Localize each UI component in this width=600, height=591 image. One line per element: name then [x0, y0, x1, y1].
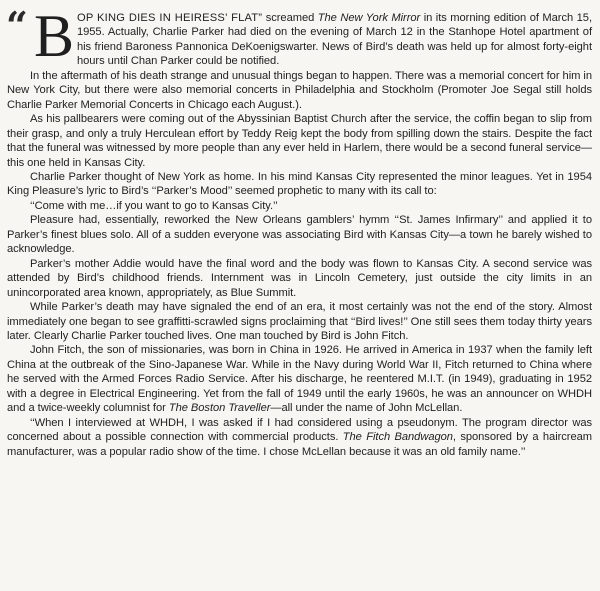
paragraph-7: Parker’s mother Addie would have the final word and the body was flown to Kansas City. A second service was attended by Bird’s childhood friends. Internment was in Lincoln Cemetery, just outside the city limits in an unincorporated area known, appropriately, as Blue Summit. — [7, 257, 592, 299]
paragraph-10-text-cont: , sponsored by a haircream manufacturer, was a popular radio show of the time. I chose McLellan because it was an old family name.’’ — [7, 431, 592, 458]
opening-quote-mark: “ — [6, 3, 26, 48]
paragraph-9-text-cont: —all under the name of John McLellan. — [270, 402, 463, 415]
newspaper-title: The New York Mirror — [317, 12, 421, 24]
radio-show-title: The Fitch Bandwagon — [342, 431, 453, 444]
paragraph-8: While Parker’s death may have signaled the end of an era, it most certainly was not the end of the story. Almost immediately one began to see graffitti-scrawled signs proclaiming that ‘‘Bird lives!’’ One still sees them today thirty years later. Clearly Charlie Parker touched lives. One man touched by Bird is John Fitch. — [7, 301, 592, 342]
newspaper-title-traveller: The Boston Traveller — [168, 402, 271, 415]
opening-paragraph-block — [6, 3, 592, 69]
paragraph-6: Pleasure had, essentially, reworked the New Orleans gamblers’ hymm ‘‘St. James Infirmary’’ and applied it to Parker’s finest blues solo. All of a sudden everyone was associating Bird with Kansas City—a town he barely wished to acknowledge. — [7, 214, 592, 256]
paragraph-3: As his pallbearers were coming out of the Abyssinian Baptist Church after the service, the coffin began to slip from their grasp, and only a truly Herculean effort by Teddy Reig kept the body from spilling down the stairs. Despite the fact that the funeral was witnessed by more people than any ever held in Harlem, there would be a second funeral service—this one held in Kansas City. — [7, 113, 592, 169]
paragraph-10 — [7, 416, 592, 459]
paragraph-1-text: screamed — [262, 12, 318, 24]
paragraph-2: In the aftermath of his death strange and unusual things began to happen. There was a memorial concert for him in New York City, but there were also memorial concerts in Philadelphia and Stockholm (Promoter Joe Segal still holds Charlie Parker Memorial Concerts in Chicago each August.). — [7, 69, 592, 111]
paragraph-1 — [7, 3, 592, 69]
lyric-quote: ‘‘Come with me…if you want to go to Kansas City.’’ — [30, 199, 278, 212]
paragraph-1-text-cont: in its morning edition of March 15, 1955. Actually, Charlie Parker had died on the evening of March 12 in the Stanhope Hotel apartment of his friend Baroness Pannonica DeKoenigswarter. News of Bird’s death was held up for almost forty-eight hours until Chan Parker could be notified. — [76, 12, 592, 68]
paragraph-4: Charlie Parker thought of New York as home. In his mind Kansas City represented the minor leagues. Yet in 1954 King Pleasure’s lyric to Bird’s ‘‘Parker’s Mood’’ seemed prophetic to many with its call to: — [7, 170, 592, 198]
paragraph-9-text: John Fitch, the son of missionaries, was born in China in 1926. He arrived in America in 1937 when the family left China at the outbreak of the Sino-Japanese War. While in the Navy during World War II, Fitch returned to China where he served with the Armed Forces Radio Service. After his discharge, he reentered M.I.T. (in 1949), graduating in 1952 with a degree in Electrical Engineering. Yet from the fall of 1949 until the early 1960s, he was an announcer on WHDH and a twice-weekly columnist for — [7, 344, 592, 415]
paragraph-10-text: ‘‘When I interviewed at WHDH, I was asked if I had considered using a pseudonym. The program director was concerned about a possible connection with commercial products. — [7, 416, 592, 444]
headline-quote: OP KING DIES IN HEIRESS’ FLAT” — [76, 12, 263, 24]
drop-cap-letter: B — [34, 3, 74, 69]
paragraph-9 — [7, 343, 592, 415]
